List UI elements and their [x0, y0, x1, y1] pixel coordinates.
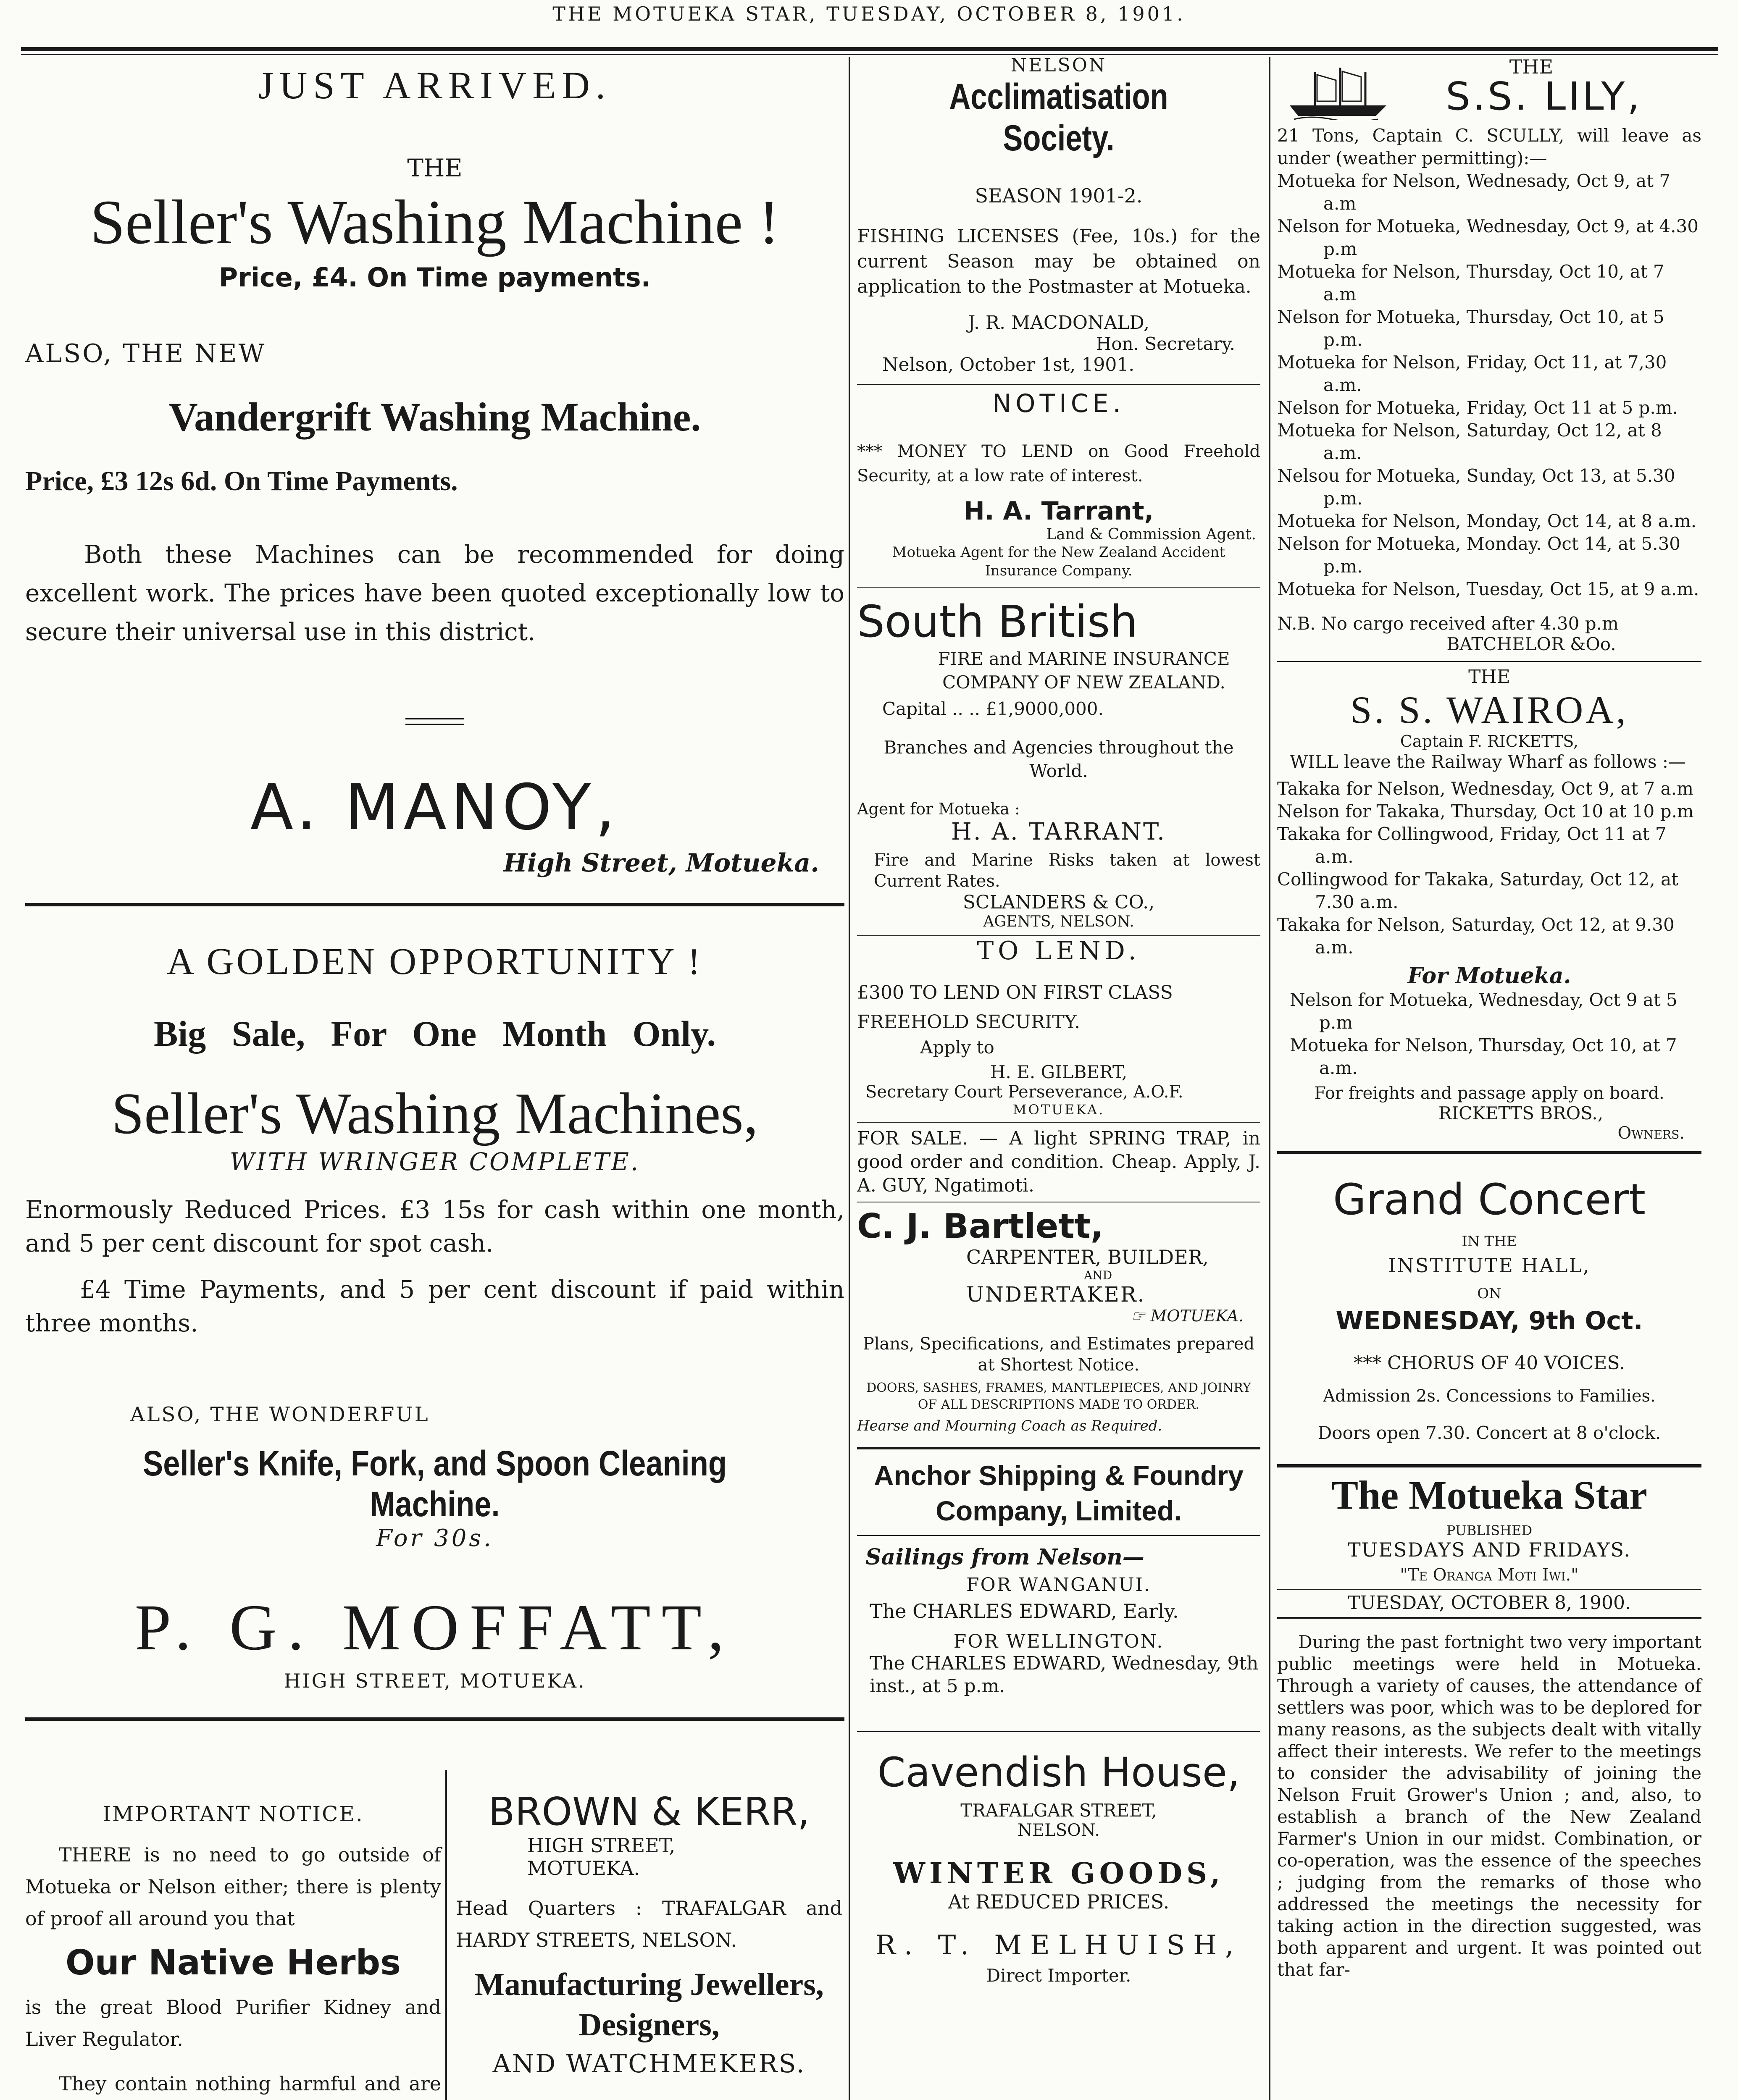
masthead-rule: [21, 47, 1718, 51]
rule: [1277, 1151, 1701, 1154]
macdonald-name: J. R. MACDONALD,: [968, 312, 1150, 333]
published-label: PUBLISHED: [1446, 1522, 1533, 1538]
for-wanganui: FOR WANGANUI.: [966, 1574, 1151, 1596]
concert-on: ON: [1477, 1285, 1501, 1302]
ricketts-name: RICKETTS BROS.,: [1438, 1103, 1604, 1124]
column-rule-bottom: [445, 1770, 447, 2100]
motueka-sailing: Nelson for Motueka, Wednesday, Oct 9 at 5 p.m: [1290, 990, 1678, 1033]
risks-text: Fire and Marine Risks taken at lowest Current Rates.: [874, 850, 1260, 891]
acclim-title: Acclimatisation Society.: [949, 76, 1168, 158]
wairoa-the: THE: [1468, 666, 1510, 688]
wairoa-sailing: Nelson for Takaka, Thursday, Oct 10 at 10 p.m: [1277, 801, 1694, 822]
rule: [857, 587, 1260, 588]
sellers-machine-title: Seller's Washing Machine !: [90, 187, 780, 257]
rule: [1277, 1617, 1701, 1619]
fishing-licenses-text: FISHING LICENSES (Fee, 10s.) for the current Season may be obtained on application to the Postmaster at Motueka.: [857, 226, 1260, 297]
brown-kerr-headquarters: Head Quarters : TRAFALGAR and HARDY STREETS, NELSON.: [456, 1897, 842, 1951]
wairoa-intro: WILL leave the Railway Wharf as follows :—: [1290, 751, 1686, 772]
motueka-sailing: Motueka for Nelson, Thursday, Oct 10, at 7 a.m.: [1290, 1035, 1677, 1078]
brown-kerr-street: HIGH STREET,: [527, 1834, 676, 1857]
acclim-date: Nelson, October 1st, 1901.: [882, 354, 1135, 375]
golden-opportunity-heading: A GOLDEN OPPORTUNITY !: [167, 941, 703, 982]
brown-kerr-town: MOTUEKA.: [527, 1857, 640, 1880]
ship-icon: [1286, 66, 1391, 120]
knife-machine-price: For 30s.: [376, 1525, 494, 1552]
column-rule-2: [1269, 57, 1270, 2100]
native-herbs-intro: THERE is no need to go outside of Motueka or Nelson either; there is plenty of proof all around you that: [25, 1843, 441, 1930]
notice-heading: NOTICE.: [992, 389, 1125, 418]
the-label: THE: [407, 154, 463, 182]
moffatt-name: P. G. MOFFATT,: [134, 1591, 735, 1664]
macdonald-title: Hon. Secretary.: [1096, 333, 1235, 354]
section-rule: [25, 1717, 844, 1721]
bartlett-location: ☞ MOTUEKA.: [1131, 1307, 1244, 1325]
also-wonderful-label: ALSO, THE WONDERFUL: [130, 1403, 430, 1426]
bartlett-name: C. J. Bartlett,: [857, 1207, 1104, 1246]
column-rule-1: [849, 57, 850, 2100]
motueka-schedule: [1277, 989, 1701, 1079]
lily-sailing: Motueka for Nelson, Tuesday, Oct 15, at 9 a.m.: [1277, 579, 1699, 599]
sclanders-name: SCLANDERS & CO.,: [962, 892, 1155, 913]
lily-sailing: Motueka for Nelson, Friday, Oct 11, at 7,30 a.m.: [1277, 352, 1667, 395]
wairoa-captain: Captain F. RICKETTS,: [1400, 732, 1579, 751]
lily-sailing: Nelsou for Motueka, Sunday, Oct 13, at 5.30 p.m.: [1277, 465, 1675, 509]
wairoa-sailing: Takaka for Nelson, Saturday, Oct 12, at 9.30 a.m.: [1277, 914, 1675, 958]
south-british-branches: Branches and Agencies throughout the World.: [883, 737, 1234, 781]
south-british-capital: Capital .. .. £1,9000,000.: [882, 698, 1104, 719]
rule: [1277, 661, 1701, 662]
column-3: [1277, 55, 1701, 1981]
divider: [405, 718, 464, 719]
big-sale-heading: Big Sale, For One Month Only.: [153, 1013, 716, 1054]
vandergrift-price: Price, £3 12s 6d. On Time Payments.: [25, 466, 458, 496]
melhuish-name: R. T. MELHUISH,: [875, 1930, 1242, 1961]
charles-early: The CHARLES EDWARD, Early.: [870, 1600, 1179, 1622]
sellers-machines-title: Seller's Washing Machines,: [111, 1081, 758, 1146]
vandergrift-title: Vandergrift Washing Machine.: [168, 394, 701, 439]
paper-motto: "Te Oranga Moti Iwi.": [1400, 1565, 1579, 1585]
column-1: [25, 59, 844, 1721]
lily-the: THE: [1509, 55, 1554, 78]
tarrant-title: Land & Commission Agent.: [1046, 526, 1256, 543]
also-new-label: ALSO, THE NEW: [25, 339, 266, 368]
rule: [857, 1535, 1260, 1536]
manufacturing-jewellers: Manufacturing Jewellers, Designers,: [474, 1967, 824, 2042]
concert-admission: Admission 2s. Concessions to Families.: [1323, 1386, 1656, 1406]
bartlett-hearse: Hearse and Mourning Coach as Required.: [857, 1418, 1162, 1434]
manoy-name: A. MANOY,: [250, 771, 620, 844]
cavendish-street: TRAFALGAR STREET,: [960, 1800, 1157, 1821]
freights-note: For freights and passage apply on board.: [1314, 1084, 1664, 1103]
apply-to-label: Apply to: [920, 1037, 994, 1058]
tarrant-insurance-agent: Motueka Agent for the New Zealand Accident Insurance Company.: [892, 544, 1225, 579]
concert-date: WEDNESDAY, 9th Oct.: [1336, 1306, 1643, 1336]
rule: [857, 384, 1260, 385]
money-to-lend-text: *** MONEY TO LEND on Good Freehold Security, at a low rate of interest.: [857, 442, 1260, 486]
lily-cargo-note: N.B. No cargo received after 4.30 p.m: [1277, 613, 1619, 634]
section-rule: [25, 903, 844, 906]
cavendish-town: NELSON.: [1017, 1821, 1100, 1840]
wairoa-title: S. S. WAIROA,: [1350, 688, 1628, 731]
publication-days: TUESDAYS AND FRIDAYS.: [1347, 1538, 1631, 1561]
to-lend-heading: TO LEND.: [977, 936, 1141, 966]
anchor-sailings: Sailings from Nelson—: [865, 1544, 1144, 1570]
column-2: [857, 55, 1260, 1986]
sclanders-title: AGENTS, NELSON.: [983, 913, 1134, 930]
wairoa-sailing: Collingwood for Takaka, Saturday, Oct 12, at 7.30 a.m.: [1277, 869, 1678, 912]
lend-300-text: £300 TO LEND ON FIRST CLASS FREEHOLD SECURITY.: [857, 982, 1173, 1033]
bartlett-and: AND: [1084, 1268, 1112, 1282]
melhuish-title: Direct Importer.: [986, 1965, 1131, 1986]
agent-for-motueka: Agent for Motueka :: [857, 800, 1020, 818]
rule: [857, 1447, 1260, 1449]
lily-schedule: [1277, 170, 1701, 601]
concert-chorus: *** CHORUS OF 40 VOICES.: [1354, 1352, 1625, 1374]
gilbert-location: MOTUEKA.: [1012, 1102, 1105, 1118]
lily-agent: BATCHELOR &Oo.: [1446, 634, 1616, 654]
native-herbs-ad: [25, 1789, 441, 2100]
tarrant-name: H. A. Tarrant,: [963, 496, 1154, 526]
lily-sailing: Nelson for Motueka, Monday. Oct 14, at 5.30 p.m.: [1277, 533, 1681, 577]
lily-sailing: Motueka for Nelson, Wednesady, Oct 9, at 7 a.m: [1277, 171, 1671, 214]
moffatt-address: HIGH STREET, MOTUEKA.: [284, 1670, 586, 1692]
watchmakers-line: AND WATCHMEKERS.: [492, 2049, 806, 2079]
important-notice-heading: IMPORTANT NOTICE.: [103, 1802, 364, 1826]
lily-sailing: Nelson for Motueka, Friday, Oct 11 at 5 p.m.: [1277, 397, 1678, 418]
rule: [1277, 1589, 1701, 1590]
editorial-date: TUESDAY, OCTOBER 8, 1900.: [1348, 1592, 1631, 1614]
ricketts-title: Owners.: [1617, 1124, 1685, 1143]
divider: [405, 724, 464, 725]
native-herbs-claims: They contain nothing harmful and are: [59, 2072, 441, 2095]
south-british-title: South British: [857, 596, 1138, 647]
wringer-subtitle: WITH WRINGER COMPLETE.: [229, 1147, 640, 1176]
concert-doors: Doors open 7.30. Concert at 8 o'clock.: [1317, 1423, 1661, 1443]
concert-venue: INSTITUTE HALL,: [1388, 1254, 1591, 1277]
lily-sailing: Nelson for Motueka, Wednesday, Oct 9, at 4.30 p.m: [1277, 216, 1699, 259]
acclim-nelson: NELSON: [1010, 55, 1107, 76]
acclim-season: SEASON 1901-2.: [975, 184, 1143, 207]
wairoa-sailing: Takaka for Nelson, Wednesday, Oct 9, at 7 a.m: [1277, 778, 1693, 799]
reduced-prices: At REDUCED PRICES.: [948, 1890, 1170, 1913]
machines-description: Both these Machines can be recommended for doing excellent work. The prices have been quoted exceptionally low to secure their universal use in this district.: [25, 540, 844, 646]
concert-in-the: IN THE: [1462, 1233, 1517, 1250]
wairoa-sailing: Takaka for Collingwood, Friday, Oct 11 at 7 a.m.: [1277, 824, 1667, 867]
gilbert-name: H. E. GILBERT,: [990, 1062, 1128, 1082]
motueka-star-title: The Motueka Star: [1331, 1473, 1647, 1517]
bartlett-plans: Plans, Specifications, and Estimates prepared at Shortest Notice.: [862, 1334, 1255, 1375]
for-wellington: FOR WELLINGTON.: [953, 1631, 1164, 1652]
lily-intro: 21 Tons, Captain C. SCULLY, will leave as under (weather permitting):—: [1277, 125, 1701, 168]
lily-sailing: Motueka for Nelson, Thursday, Oct 10, at 7 a.m: [1277, 261, 1664, 304]
native-herbs-title: Our Native Herbs: [65, 1943, 401, 1983]
gilbert-title: Secretary Court Perseverance, A.O.F.: [865, 1082, 1183, 1102]
brown-kerr-description: [456, 2095, 842, 2100]
south-british-company: FIRE and MARINE INSURANCE COMPANY OF NEW ZEALAND.: [938, 648, 1230, 693]
lily-sailing: Motueka for Nelson, Monday, Oct 14, at 8 a.m.: [1277, 511, 1697, 531]
rule: [857, 1731, 1260, 1732]
grand-concert-title: Grand Concert: [1333, 1175, 1646, 1225]
editorial-text: During the past fortnight two very important public meetings were held in Motueka. Through a variety of causes, the attendance of settlers was poor, which was to be deplored for many reasons, as the subjects dealt with vitally affect their interests. We refer to the meetings to consider the advisability of joining the Nelson Fruit Grower's Union ; and, also, to establish a branch of the New Zealand Farmer's Union in our midst. Combination, or co-operation, was the essence of the speeches ; judging from the remarks of those who addressed the meetings the necessity for taking action in the direction suggested, was both apparent and urgent. It was pointed out that far-: [1277, 1632, 1701, 1980]
rule: [1277, 1464, 1701, 1467]
lily-sailing: Nelson for Motueka, Thursday, Oct 10, at 5 p.m.: [1277, 307, 1664, 350]
native-herbs-description: is the great Blood Purifier Kidney and Liver Regulator.: [25, 1996, 441, 2050]
time-payments-text: £4 Time Payments, and 5 per cent discount if paid within three months.: [25, 1275, 844, 1337]
knife-machine-title: Seller's Knife, Fork, and Spoon Cleaning Machine.: [143, 1444, 727, 1524]
brown-kerr-title: BROWN & KERR,: [488, 1789, 810, 1834]
bartlett-doors: DOORS, SASHES, FRAMES, MANTLEPIECES, AND JOINRY OF ALL DESCRIPTIONS MADE TO ORDER.: [866, 1381, 1251, 1412]
manoy-address: High Street, Motueka.: [503, 848, 819, 878]
wairoa-schedule: [1277, 777, 1701, 959]
rule: [857, 1122, 1260, 1123]
cavendish-title: Cavendish House,: [877, 1749, 1240, 1796]
reduced-prices-text: Enormously Reduced Prices. £3 15s for cash within one month, and 5 per cent discount for spot cash.: [25, 1195, 844, 1257]
for-sale-text: FOR SALE. — A light SPRING TRAP, in good order and condition. Cheap. Apply, J. A. GUY, Ngatimoti.: [857, 1128, 1260, 1196]
charles-wednesday: The CHARLES EDWARD, Wednesday, 9th inst., at 5 p.m.: [870, 1653, 1259, 1697]
for-motueka-heading: For Motueka.: [1407, 963, 1571, 989]
brown-kerr-ad: [456, 1789, 842, 2100]
anchor-company-title: Anchor Shipping & Foundry Company, Limited.: [874, 1460, 1244, 1526]
lily-sailing: Motueka for Nelson, Saturday, Oct 12, at 8 a.m.: [1277, 420, 1662, 463]
sellers-machine-price: Price, £4. On Time payments.: [218, 262, 651, 293]
just-arrived-heading: JUST ARRIVED.: [258, 64, 611, 107]
tarrant-agent-name: H. A. TARRANT.: [951, 818, 1166, 845]
lily-title: S.S. LILY,: [1446, 74, 1642, 119]
bartlett-trade: CARPENTER, BUILDER,: [966, 1246, 1209, 1268]
winter-goods: WINTER GOODS,: [893, 1857, 1225, 1890]
bartlett-undertaker: UNDERTAKER.: [966, 1282, 1146, 1307]
masthead: THE MOTUEKA STAR, TUESDAY, OCTOBER 8, 1901.: [552, 3, 1186, 25]
